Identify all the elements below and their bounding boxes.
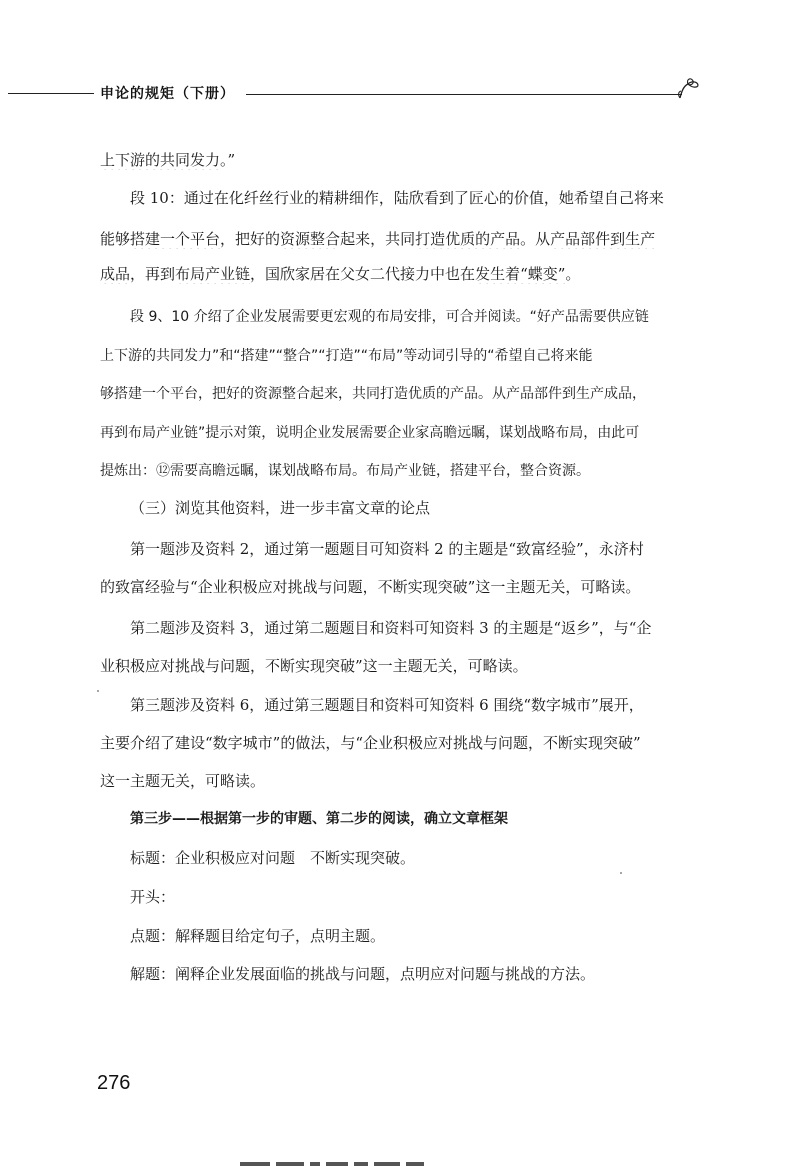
text-line-6: 上下游的共同发力”和“搭建”“整合”“打造”“布局”等动词引导的“希望自己将来能 [100, 348, 593, 364]
emphasized-phrase: 搭建一个平台 [130, 230, 221, 248]
text-line-14: 业积极应对挑战与问题，不断实现突破”这一主题无关，可略读。 [100, 657, 528, 675]
text-line-11: 第一题涉及资料 2，通过第一题题目可知资料 2 的主题是“致富经验”，永济村 [130, 540, 644, 558]
text-line-16: 主要介绍了建设“数字城市”的做法，与“企业积极应对挑战与问题，不断实现突破” [100, 734, 641, 752]
emphasized-phrase: 打造优质的产品 [415, 230, 521, 248]
scan-speck [620, 872, 622, 874]
emphasized-phrase: 布局产业链 [175, 265, 251, 283]
emphasized-phrase: 成品 [100, 265, 131, 283]
opening-label: 开头： [130, 888, 176, 906]
emphasized-phrase: 发生着“蝶变” [475, 265, 566, 283]
text-line-2: 段 10：通过在化纤丝行业的精耕细作，陆欣看到了匠心的价值，她希望自己将来 [130, 189, 664, 207]
scan-speck [97, 690, 99, 692]
text-line-7: 够搭建一个平台，把好的资源整合起来，共同打造优质的产品。从产品部件到生产成品， [100, 386, 646, 402]
text-line-1 [100, 150, 700, 170]
text-fragment: 起来，共同 [340, 230, 416, 248]
text-line-5: 段 9、10 介绍了企业发展需要更宏观的布局安排，可合并阅读。“好产品需要供应链 [130, 309, 649, 325]
step-heading: 第三步——根据第一步的审题、第二步的阅读，确立文章框架 [130, 811, 508, 827]
text-fragment: ，再到 [130, 265, 176, 283]
title-line: 标题：企业积极应对问题 不断实现突破。 [130, 849, 416, 867]
text-line-9: 提炼出：⑫需要高瞻远瞩，谋划战略布局。布局产业链，搭建平台，整合资源。 [100, 463, 590, 479]
running-header [0, 76, 800, 106]
emphasized-phrase: 上下游的共同发力 [100, 151, 221, 169]
text-line-8: 再到布局产业链”提示对策，说明企业发展需要企业家高瞻远瞩，谋划战略布局，由此可 [100, 425, 640, 441]
text-fragment: ，国欣家居在父女二代接力中也在 [250, 265, 476, 283]
text-fragment: ，把好的 [220, 230, 281, 248]
explain-topic-line: 解题：阐释企业发展面临的挑战与问题，点明应对问题与挑战的方法。 [130, 965, 596, 983]
emphasized-phrase: 资源整合 [280, 230, 341, 248]
section-heading-3: （三）浏览其他资料，进一步丰富文章的论点 [130, 499, 431, 517]
page-number: 276 [97, 1072, 131, 1094]
text-line-13: 第二题涉及资料 3，通过第二题题目和资料可知资料 3 的主题是“返乡”，与“企 [130, 619, 652, 637]
text-fragment: 。” [220, 151, 236, 169]
text-line-12: 的致富经验与“企业积极应对挑战与问题，不断实现突破”这一主题无关，可略读。 [100, 578, 641, 596]
header-title: 申论的规矩（下册） [100, 86, 235, 102]
text-line-3 [100, 229, 700, 249]
leaf-ornament-icon [676, 76, 702, 102]
text-line-4 [100, 264, 700, 284]
emphasized-phrase: 产品部件到生产 [550, 230, 656, 248]
footer-scan-artifact [240, 1158, 470, 1169]
text-line-15: 第三题涉及资料 6，通过第三题题目和资料可知资料 6 围绕“数字城市”展开， [130, 696, 644, 714]
text-line-17: 这一主题无关，可略读。 [100, 772, 266, 790]
header-rule-left [8, 93, 94, 94]
text-fragment: 能够 [100, 230, 131, 248]
text-fragment: 。从 [520, 230, 551, 248]
text-fragment: 。 [565, 265, 581, 283]
point-topic-line: 点题：解释题目给定句子，点明主题。 [130, 927, 386, 945]
header-rule-right [246, 94, 682, 95]
